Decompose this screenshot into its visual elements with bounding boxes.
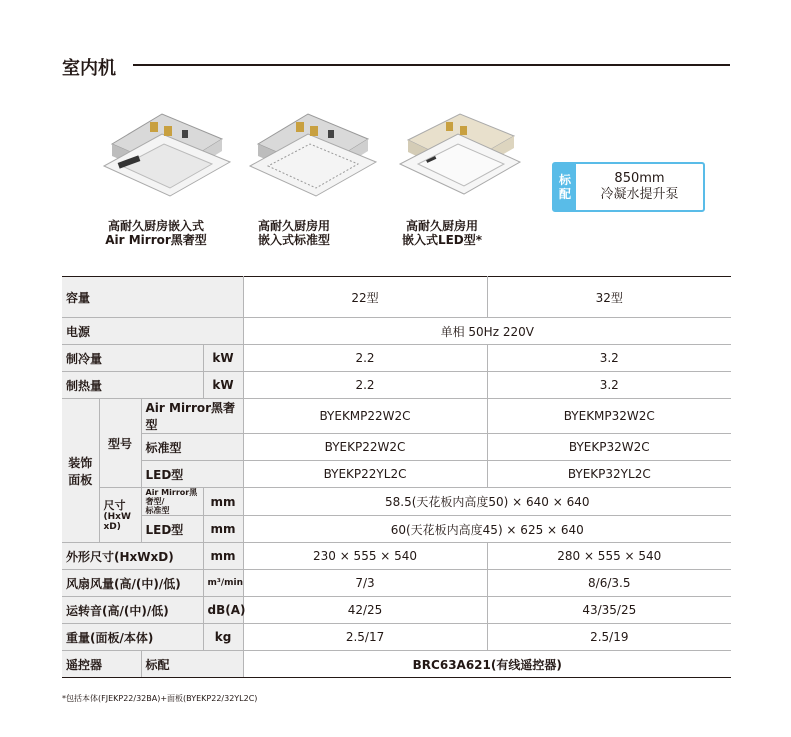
- table-row: [62, 372, 731, 399]
- unit-cell: kW: [203, 372, 243, 399]
- remote-label: 遥控器: [62, 651, 141, 678]
- type-name: LED型: [141, 461, 243, 488]
- type-value: BYEKP22W2C: [243, 434, 487, 461]
- caption-line: 嵌入式标准型: [257, 233, 330, 247]
- type-name: 标准型: [141, 434, 243, 461]
- size-type-name: LED型: [141, 516, 203, 543]
- unit-cell: mm: [203, 488, 243, 516]
- caption-line: 高耐久厨房用: [257, 219, 330, 233]
- product-image-standard: [238, 104, 378, 200]
- table-row: [62, 543, 731, 570]
- type-name: Air Mirror黑奢型: [141, 399, 243, 434]
- size-label-line: 尺寸: [103, 498, 126, 512]
- size-value: 60(天花板内高度45) × 625 × 640: [243, 516, 731, 543]
- unit-cell: kW: [203, 345, 243, 372]
- caption-line: 高耐久厨房嵌入式: [107, 219, 204, 233]
- capacity-label: 容量: [62, 277, 243, 318]
- outer-size-value: 280 × 555 × 540: [487, 543, 731, 570]
- table-row: [62, 318, 731, 345]
- airflow-value: 7/3: [243, 570, 487, 597]
- table-row: [62, 624, 731, 651]
- remote-type: 标配: [141, 651, 243, 678]
- unit-cell: mm: [203, 516, 243, 543]
- noise-value: 43/35/25: [487, 597, 731, 624]
- airflow-value: 8/6/3.5: [487, 570, 731, 597]
- weight-label: 重量(面板/本体): [62, 624, 203, 651]
- spec-table: [62, 276, 731, 678]
- panel-label: [62, 399, 99, 543]
- title-divider: [133, 64, 730, 66]
- noise-value: 42/25: [243, 597, 487, 624]
- size-value: 58.5(天花板内高度50) × 640 × 640: [243, 488, 731, 516]
- badge-text: [576, 164, 703, 210]
- unit-cell: kg: [203, 624, 243, 651]
- heating-value: 3.2: [487, 372, 731, 399]
- remote-value: BRC63A621(有线遥控器): [243, 651, 731, 678]
- outer-size-label: 外形尺寸(HxWxD): [62, 543, 203, 570]
- type-value: BYEKMP22W2C: [243, 399, 487, 434]
- product-image-led: [386, 104, 526, 200]
- unit-cell: mm: [203, 543, 243, 570]
- panel-label-line: 面板: [68, 472, 93, 487]
- badge-line: 冷凝水提升泵: [600, 187, 679, 202]
- cooling-value: 2.2: [243, 345, 487, 372]
- weight-value: 2.5/19: [487, 624, 731, 651]
- type-label: 型号: [99, 399, 141, 488]
- model-header: 32型: [487, 277, 731, 318]
- product-image-airmirror: [92, 104, 232, 200]
- heating-value: 2.2: [243, 372, 487, 399]
- table-row: [62, 651, 731, 678]
- size-label-line: xD): [103, 521, 121, 532]
- table-row: [62, 277, 731, 318]
- power-value: 单相 50Hz 220V: [243, 318, 731, 345]
- caption-line: 嵌入式LED型*: [401, 233, 483, 247]
- badge-tag-char: 标: [558, 173, 571, 187]
- table-row: [62, 516, 731, 543]
- type-value: BYEKMP32W2C: [487, 399, 731, 434]
- unit-cell: dB(A): [203, 597, 243, 624]
- noise-label: 运转音(高/(中)/低): [62, 597, 203, 624]
- footnote: *包括本体(FJEKP22/32BA)+面板(BYEKP22/32YL2C): [62, 694, 258, 703]
- table-row: [62, 345, 731, 372]
- table-row: [62, 434, 731, 461]
- standard-equipment-badge: [552, 162, 705, 212]
- cooling-label: 制冷量: [62, 345, 203, 372]
- heating-label: 制热量: [62, 372, 203, 399]
- product-caption-3: [362, 219, 522, 247]
- panel-label-line: 装饰: [68, 455, 93, 470]
- cooling-value: 3.2: [487, 345, 731, 372]
- model-header: 22型: [243, 277, 487, 318]
- size-type-line: Air Mirror黑奢型/: [145, 488, 198, 506]
- power-label: 电源: [62, 318, 243, 345]
- product-caption-1: [76, 219, 236, 247]
- product-caption-2: [214, 219, 374, 247]
- caption-line: Air Mirror黑奢型: [105, 233, 207, 247]
- section-title: 室内机: [62, 58, 116, 79]
- table-row: [62, 597, 731, 624]
- badge-tag: [554, 164, 576, 210]
- badge-line: 850mm: [614, 171, 665, 186]
- type-value: BYEKP22YL2C: [243, 461, 487, 488]
- type-value: BYEKP32W2C: [487, 434, 731, 461]
- badge-tag-char: 配: [558, 187, 571, 201]
- table-row: [62, 570, 731, 597]
- outer-size-value: 230 × 555 × 540: [243, 543, 487, 570]
- type-value: BYEKP32YL2C: [487, 461, 731, 488]
- caption-line: 高耐久厨房用: [405, 219, 478, 233]
- size-type-name: [141, 488, 203, 516]
- size-label-line: (HxW: [103, 511, 131, 522]
- airflow-label: 风扇风量(高/(中)/低): [62, 570, 203, 597]
- weight-value: 2.5/17: [243, 624, 487, 651]
- table-row: [62, 461, 731, 488]
- size-type-line: 标准型: [145, 506, 170, 515]
- table-row: [62, 488, 731, 516]
- table-row: [62, 399, 731, 434]
- unit-cell: m³/min: [203, 570, 243, 597]
- size-label: [99, 488, 141, 543]
